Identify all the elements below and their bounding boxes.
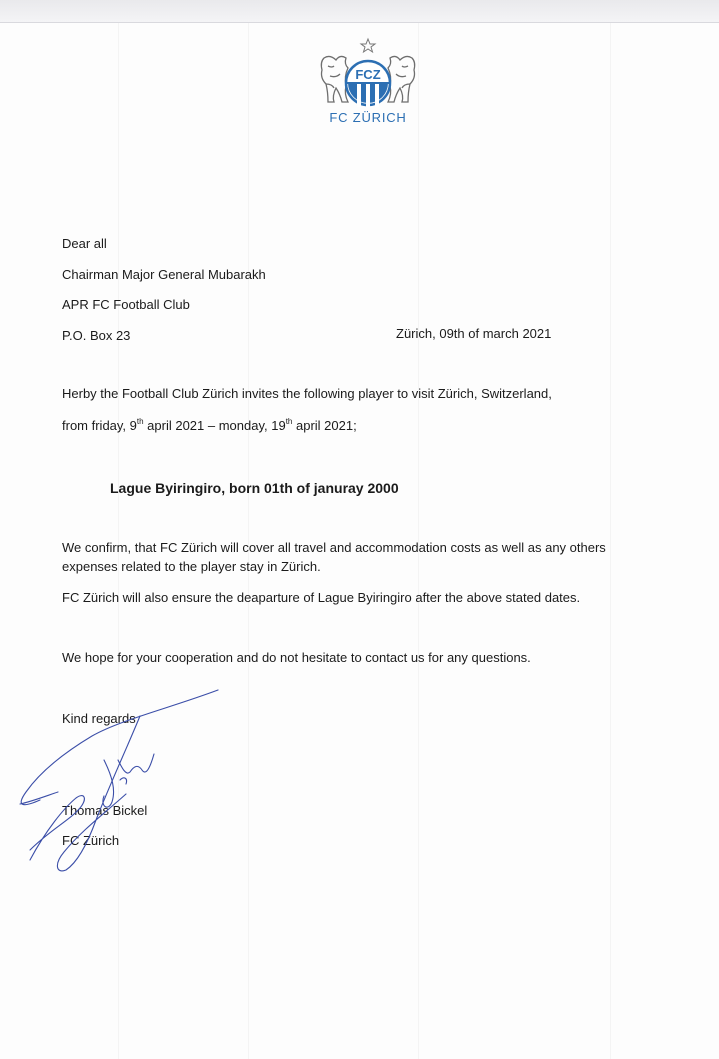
- page-fold-line: [610, 23, 611, 1059]
- confirm-line-1: We confirm, that FC Zürich will cover all travel and accommodation costs as well as any others: [62, 540, 606, 555]
- confirm-line-2: expenses related to the player stay in Zürich.: [62, 559, 321, 574]
- svg-text:FCZ: FCZ: [355, 67, 381, 82]
- club-name-wordmark: FC ZÜRICH: [329, 110, 407, 125]
- salutation: Dear all: [62, 236, 107, 251]
- player-details: Lague Byiringiro, born 01th of januray 2000: [110, 480, 399, 496]
- date-line: Zürich, 09th of march 2021: [396, 326, 552, 341]
- invitation-line-1: Herby the Football Club Zürich invites the following player to visit Zürich, Switzerland,: [62, 386, 552, 401]
- star-icon: [361, 39, 375, 52]
- recipient-organization: APR FC Football Club: [62, 297, 190, 312]
- handwritten-signature: [0, 680, 240, 880]
- signer-name: Thomas Bickel: [62, 803, 148, 818]
- viewer-top-bar: [0, 0, 719, 23]
- recipient-po-box: P.O. Box 23: [62, 328, 131, 343]
- cooperation-line: We hope for your cooperation and do not hesitate to contact us for any questions.: [62, 650, 531, 665]
- invitation-line-2: from friday, 9th april 2021 – monday, 19th april 2021;: [62, 416, 357, 433]
- closing-regards: Kind regards: [62, 711, 136, 726]
- lion-left-icon: [321, 56, 348, 102]
- recipient-name: Chairman Major General Mubarakh: [62, 267, 266, 282]
- lion-right-icon: [388, 56, 415, 102]
- signer-organization: FC Zürich: [62, 833, 120, 848]
- departure-line: FC Zürich will also ensure the deaparture of Lague Byiringiro after the above stated dates.: [62, 590, 581, 605]
